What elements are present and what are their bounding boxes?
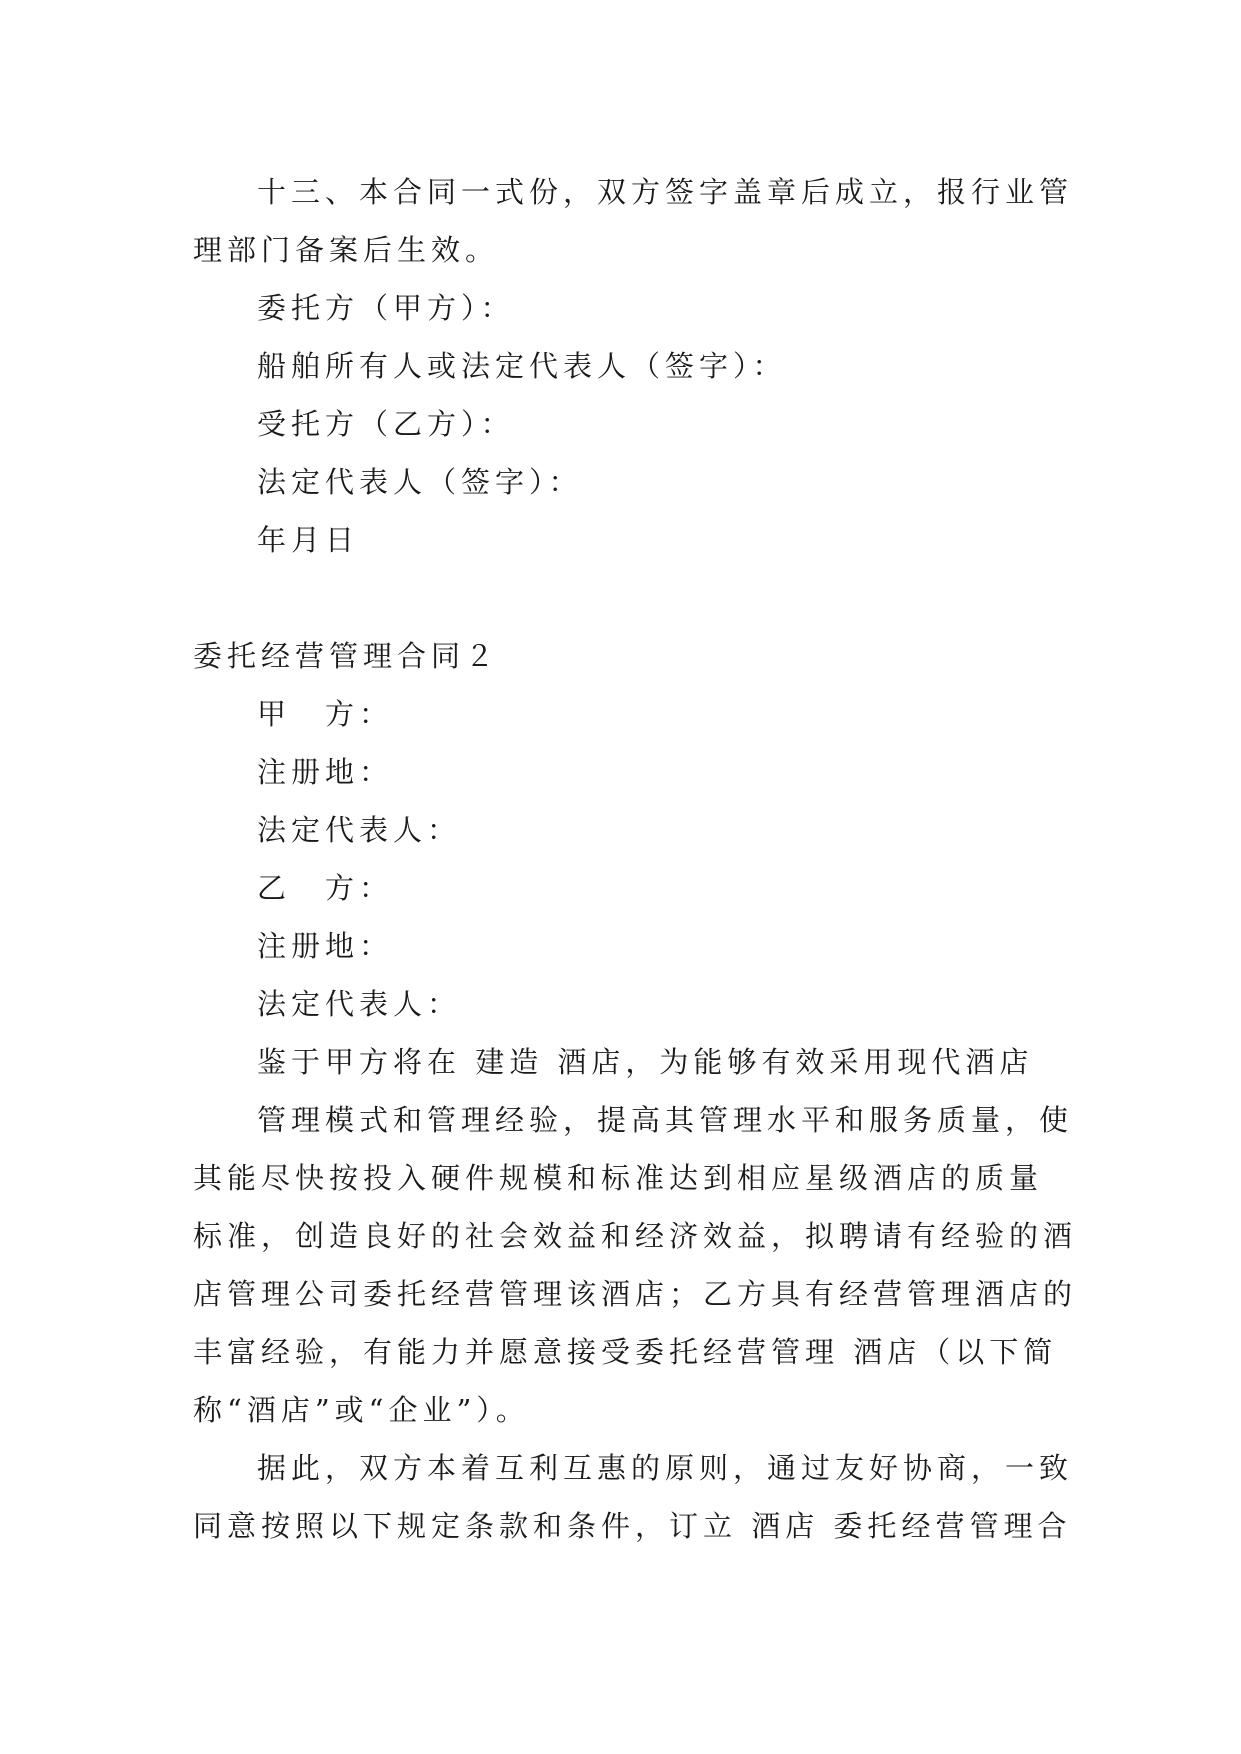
ship-owner-signature-label: 船舶所有人或法定代表人（签字）： xyxy=(257,349,787,383)
party-a-address-label: 注册地： xyxy=(257,755,394,789)
party-b-label: 乙 方： xyxy=(257,871,394,905)
date-line: 年月日 xyxy=(257,523,360,557)
agreement-line: 据此，双方本着互利互惠的原则，通过友好协商，一致 xyxy=(257,1451,1074,1485)
recital-line: 标准，创造良好的社会效益和经济效益，拟聘请有经验的酒 xyxy=(193,1219,1078,1253)
recital-line: 鉴于甲方将在 建造 酒店，为能够有效采用现代酒店 xyxy=(257,1045,1034,1079)
contract-2-title: 委托经营管理合同２ xyxy=(193,639,500,673)
party-b-rep-label: 法定代表人： xyxy=(257,987,462,1021)
clause-13-line-1: 十三、本合同一式份，双方签字盖章后成立，报行业管 xyxy=(257,175,1074,209)
document-body xyxy=(193,163,1078,1555)
party-a-label: 甲 方： xyxy=(257,697,394,731)
recital-line: 称“酒店”或“企业”）。 xyxy=(193,1393,530,1427)
party-a-signature-label: 委托方（甲方）： xyxy=(257,291,515,325)
recital-line: 丰富经验，有能力并愿意接受委托经营管理 酒店（以下简 xyxy=(193,1335,1058,1369)
recital-line: 管理模式和管理经验，提高其管理水平和服务质量，使 xyxy=(257,1103,1074,1137)
party-b-signature-label: 受托方（乙方）： xyxy=(257,407,515,441)
legal-rep-signature-label: 法定代表人（签字）： xyxy=(257,465,583,499)
party-a-rep-label: 法定代表人： xyxy=(257,813,462,847)
recital-line: 其能尽快按投入硬件规模和标准达到相应星级酒店的质量 xyxy=(193,1161,1044,1195)
clause-13-line-2: 理部门备案后生效。 xyxy=(193,233,500,267)
agreement-line: 同意按照以下规定条款和条件，订立 酒店 委托经营管理合 xyxy=(193,1509,1072,1543)
party-b-address-label: 注册地： xyxy=(257,929,394,963)
recital-line: 店管理公司委托经营管理该酒店；乙方具有经营管理酒店的 xyxy=(193,1277,1078,1311)
